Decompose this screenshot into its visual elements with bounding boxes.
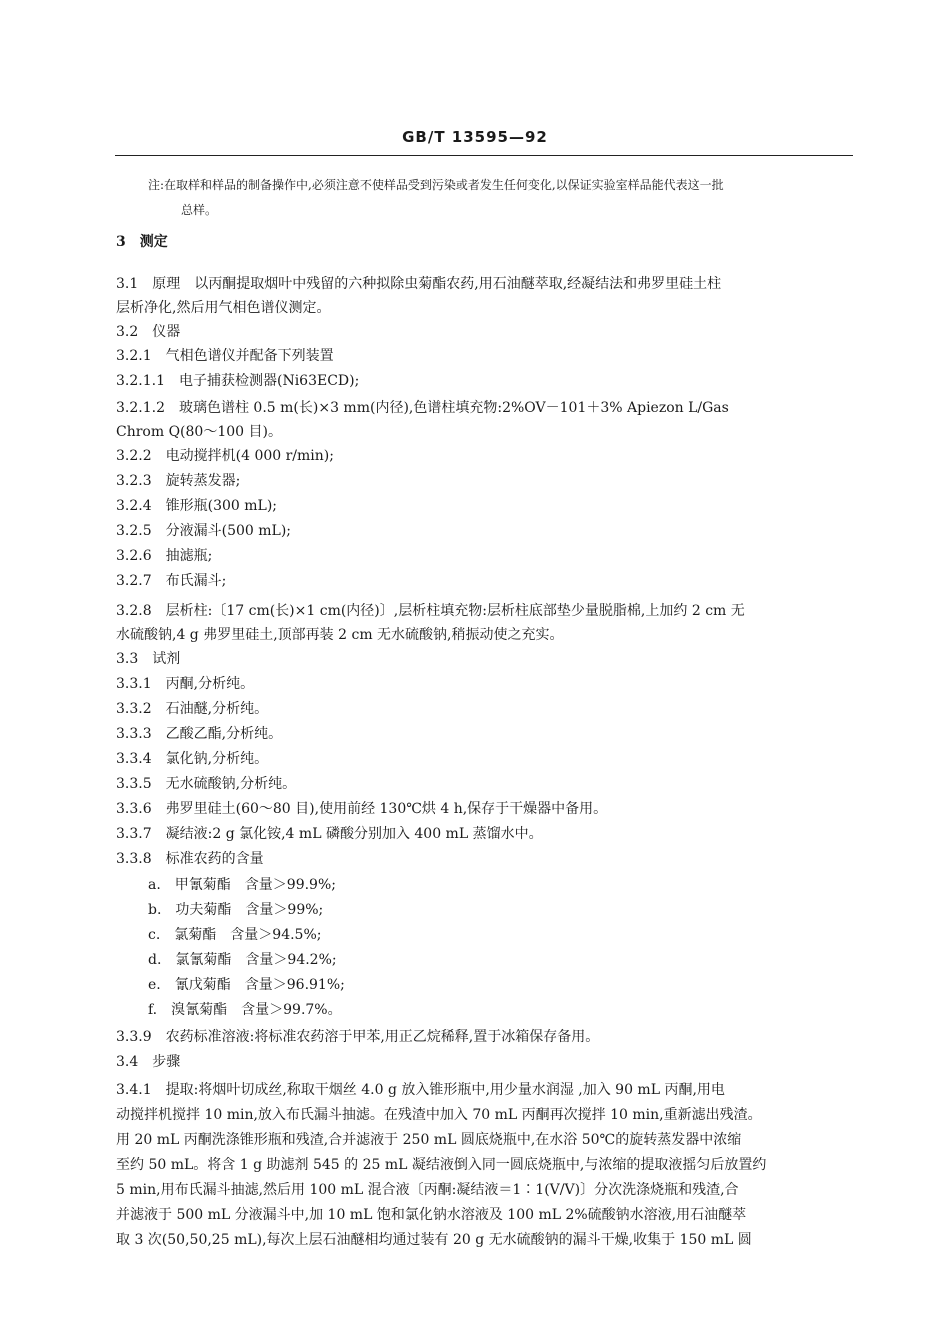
clause-3-1-line-2: 层析净化,然后用气相色谱仪测定。 <box>116 300 331 316</box>
pesticide-content: 含量＞94.5%; <box>230 927 322 943</box>
clause-3-3-8: 3.3.8 标准农药的含量 <box>116 851 264 867</box>
clause-3-2-8-line-2: 水硫酸钠,4 g 弗罗里硅土,顶部再装 2 cm 无水硫酸钠,稍振动使之充实。 <box>116 627 564 643</box>
pesticide-item <box>148 873 888 897</box>
pesticide-content: 含量＞94.2%; <box>245 952 337 968</box>
clause-3-2-3: 3.2.3 旋转蒸发器; <box>116 473 241 489</box>
clause-3-4-1-line: 用 20 mL 丙酮洗涤锥形瓶和残渣,合并滤液于 250 mL 圆底烧瓶中,在水浴 50℃的旋转蒸发器中浓缩 <box>116 1132 742 1148</box>
clause-3-3-1: 3.3.1 丙酮,分析纯。 <box>116 676 255 692</box>
pesticide-name: 氯氰菊酯 <box>175 952 232 968</box>
clause-3-4-1-line: 动搅拌机搅拌 10 min,放入布氏漏斗抽滤。在残渣中加入 70 mL 丙酮再次搅拌 10 min,重新滤出残渣。 <box>116 1107 762 1123</box>
clause-3-2-6: 3.2.6 抽滤瓶; <box>116 548 213 564</box>
clause-3-2-1-2-line-2: Chrom Q(80～100 目)。 <box>116 424 282 440</box>
clause-3-4: 3.4 步骤 <box>116 1054 181 1070</box>
clause-3-1-line-1: 3.1 原理 以丙酮提取烟叶中残留的六种拟除虫菊酯农药,用石油醚萃取,经凝结法和弗罗里硅土柱 <box>116 276 722 292</box>
pesticide-name: 氯菊酯 <box>174 927 217 943</box>
section-3-title: 测定 <box>139 234 168 250</box>
pesticide-item <box>148 973 888 997</box>
clause-3-2-4: 3.2.4 锥形瓶(300 mL); <box>116 498 278 514</box>
clause-3-2-8-line-1: 3.2.8 层析柱:〔17 cm(长)×1 cm(内径)〕,层析柱填充物:层析柱底部垫少量脱脂棉,上加约 2 cm 无 <box>116 603 745 619</box>
pesticide-name: 氰戊菊酯 <box>174 977 231 993</box>
clause-3-3-3: 3.3.3 乙酸乙酯,分析纯。 <box>116 726 283 742</box>
clause-3-2-1-2-line-1: 3.2.1.2 玻璃色谱柱 0.5 m(长)×3 mm(内径),色谱柱填充物:2%OV－101＋3% Apiezon L/Gas <box>116 400 729 416</box>
clause-3-3-6: 3.3.6 弗罗里硅土(60～80 目),使用前经 130℃烘 4 h,保存于干燥器中备用。 <box>116 801 608 817</box>
note-line-1: 注:在取样和样品的制备操作中,必须注意不使样品受到污染或者发生任何变化,以保证实验室样品能代表这一批 <box>148 178 724 192</box>
section-3-heading <box>116 230 856 254</box>
note-line-2: 总样。 <box>181 203 218 217</box>
standard-number-header: GB/T 13595—92 <box>402 128 548 146</box>
clause-3-2-5: 3.2.5 分液漏斗(500 mL); <box>116 523 292 539</box>
pesticide-content: 含量＞99.9%; <box>244 877 336 893</box>
clause-3-4-1-line: 并滤液于 500 mL 分液漏斗中,加 10 mL 饱和氯化钠水溶液及 100 mL 2%硫酸钠水溶液,用石油醚萃 <box>116 1207 747 1223</box>
sampling-note <box>148 173 848 223</box>
clause-3-3-4: 3.3.4 氯化钠,分析纯。 <box>116 751 269 767</box>
pesticide-item <box>148 898 888 922</box>
pesticide-mark: f. <box>148 1002 158 1018</box>
header-rule <box>115 155 853 156</box>
clause-3-3-5: 3.3.5 无水硫酸钠,分析纯。 <box>116 776 297 792</box>
clause-3-4-1-line: 3.4.1 提取:将烟叶切成丝,称取干烟丝 4.0 g 放入锥形瓶中,用少量水润湿 ,加入 90 mL 丙酮,用电 <box>116 1082 725 1098</box>
section-3-number: 3 <box>116 234 126 250</box>
pesticide-mark: e. <box>148 977 161 993</box>
pesticide-content: 含量＞99.7%。 <box>241 1002 342 1018</box>
clause-3-4-1-line: 取 3 次(50,50,25 mL),每次上层石油醚相均通过装有 20 g 无水硫酸钠的漏斗干燥,收集于 150 mL 圆 <box>116 1232 752 1248</box>
pesticide-name: 甲氰菊酯 <box>174 877 231 893</box>
clause-3-3-7: 3.3.7 凝结液:2 g 氯化铵,4 mL 磷酸分别加入 400 mL 蒸馏水中。 <box>116 826 543 842</box>
pesticide-content: 含量＞99%; <box>245 902 324 918</box>
clause-3-3: 3.3 试剂 <box>116 651 181 667</box>
pesticide-mark: b. <box>148 902 162 918</box>
pesticide-name: 功夫菊酯 <box>175 902 232 918</box>
pesticide-mark: a. <box>148 877 161 893</box>
clause-3-3-2: 3.3.2 石油醚,分析纯。 <box>116 701 269 717</box>
pesticide-mark: c. <box>148 927 161 943</box>
clause-3-2-1-1: 3.2.1.1 电子捕获检测器(Ni63ECD); <box>116 373 360 389</box>
pesticide-item <box>148 948 888 972</box>
clause-3-2: 3.2 仪器 <box>116 324 181 340</box>
clause-3-2-1: 3.2.1 气相色谱仪并配备下列装置 <box>116 348 334 364</box>
pesticide-content: 含量＞96.91%; <box>244 977 345 993</box>
clause-3-2-7: 3.2.7 布氏漏斗; <box>116 573 227 589</box>
pesticide-item <box>148 998 888 1022</box>
pesticide-item <box>148 923 888 947</box>
pesticide-name: 溴氰菊酯 <box>171 1002 228 1018</box>
clause-3-4-1-line: 至约 50 mL。将含 1 g 助滤剂 545 的 25 mL 凝结液倒入同一圆底烧瓶中,与浓缩的提取液摇匀后放置约 <box>116 1157 767 1173</box>
clause-3-3-9: 3.3.9 农药标准溶液:将标准农药溶于甲苯,用正乙烷稀释,置于冰箱保存备用。 <box>116 1029 600 1045</box>
pesticide-mark: d. <box>148 952 162 968</box>
clause-3-4-1-line: 5 min,用布氏漏斗抽滤,然后用 100 mL 混合液〔丙酮:凝结液＝1∶1(V/V)〕分次洗涤烧瓶和残渣,合 <box>116 1182 739 1198</box>
clause-3-2-2: 3.2.2 电动搅拌机(4 000 r/min); <box>116 448 334 464</box>
